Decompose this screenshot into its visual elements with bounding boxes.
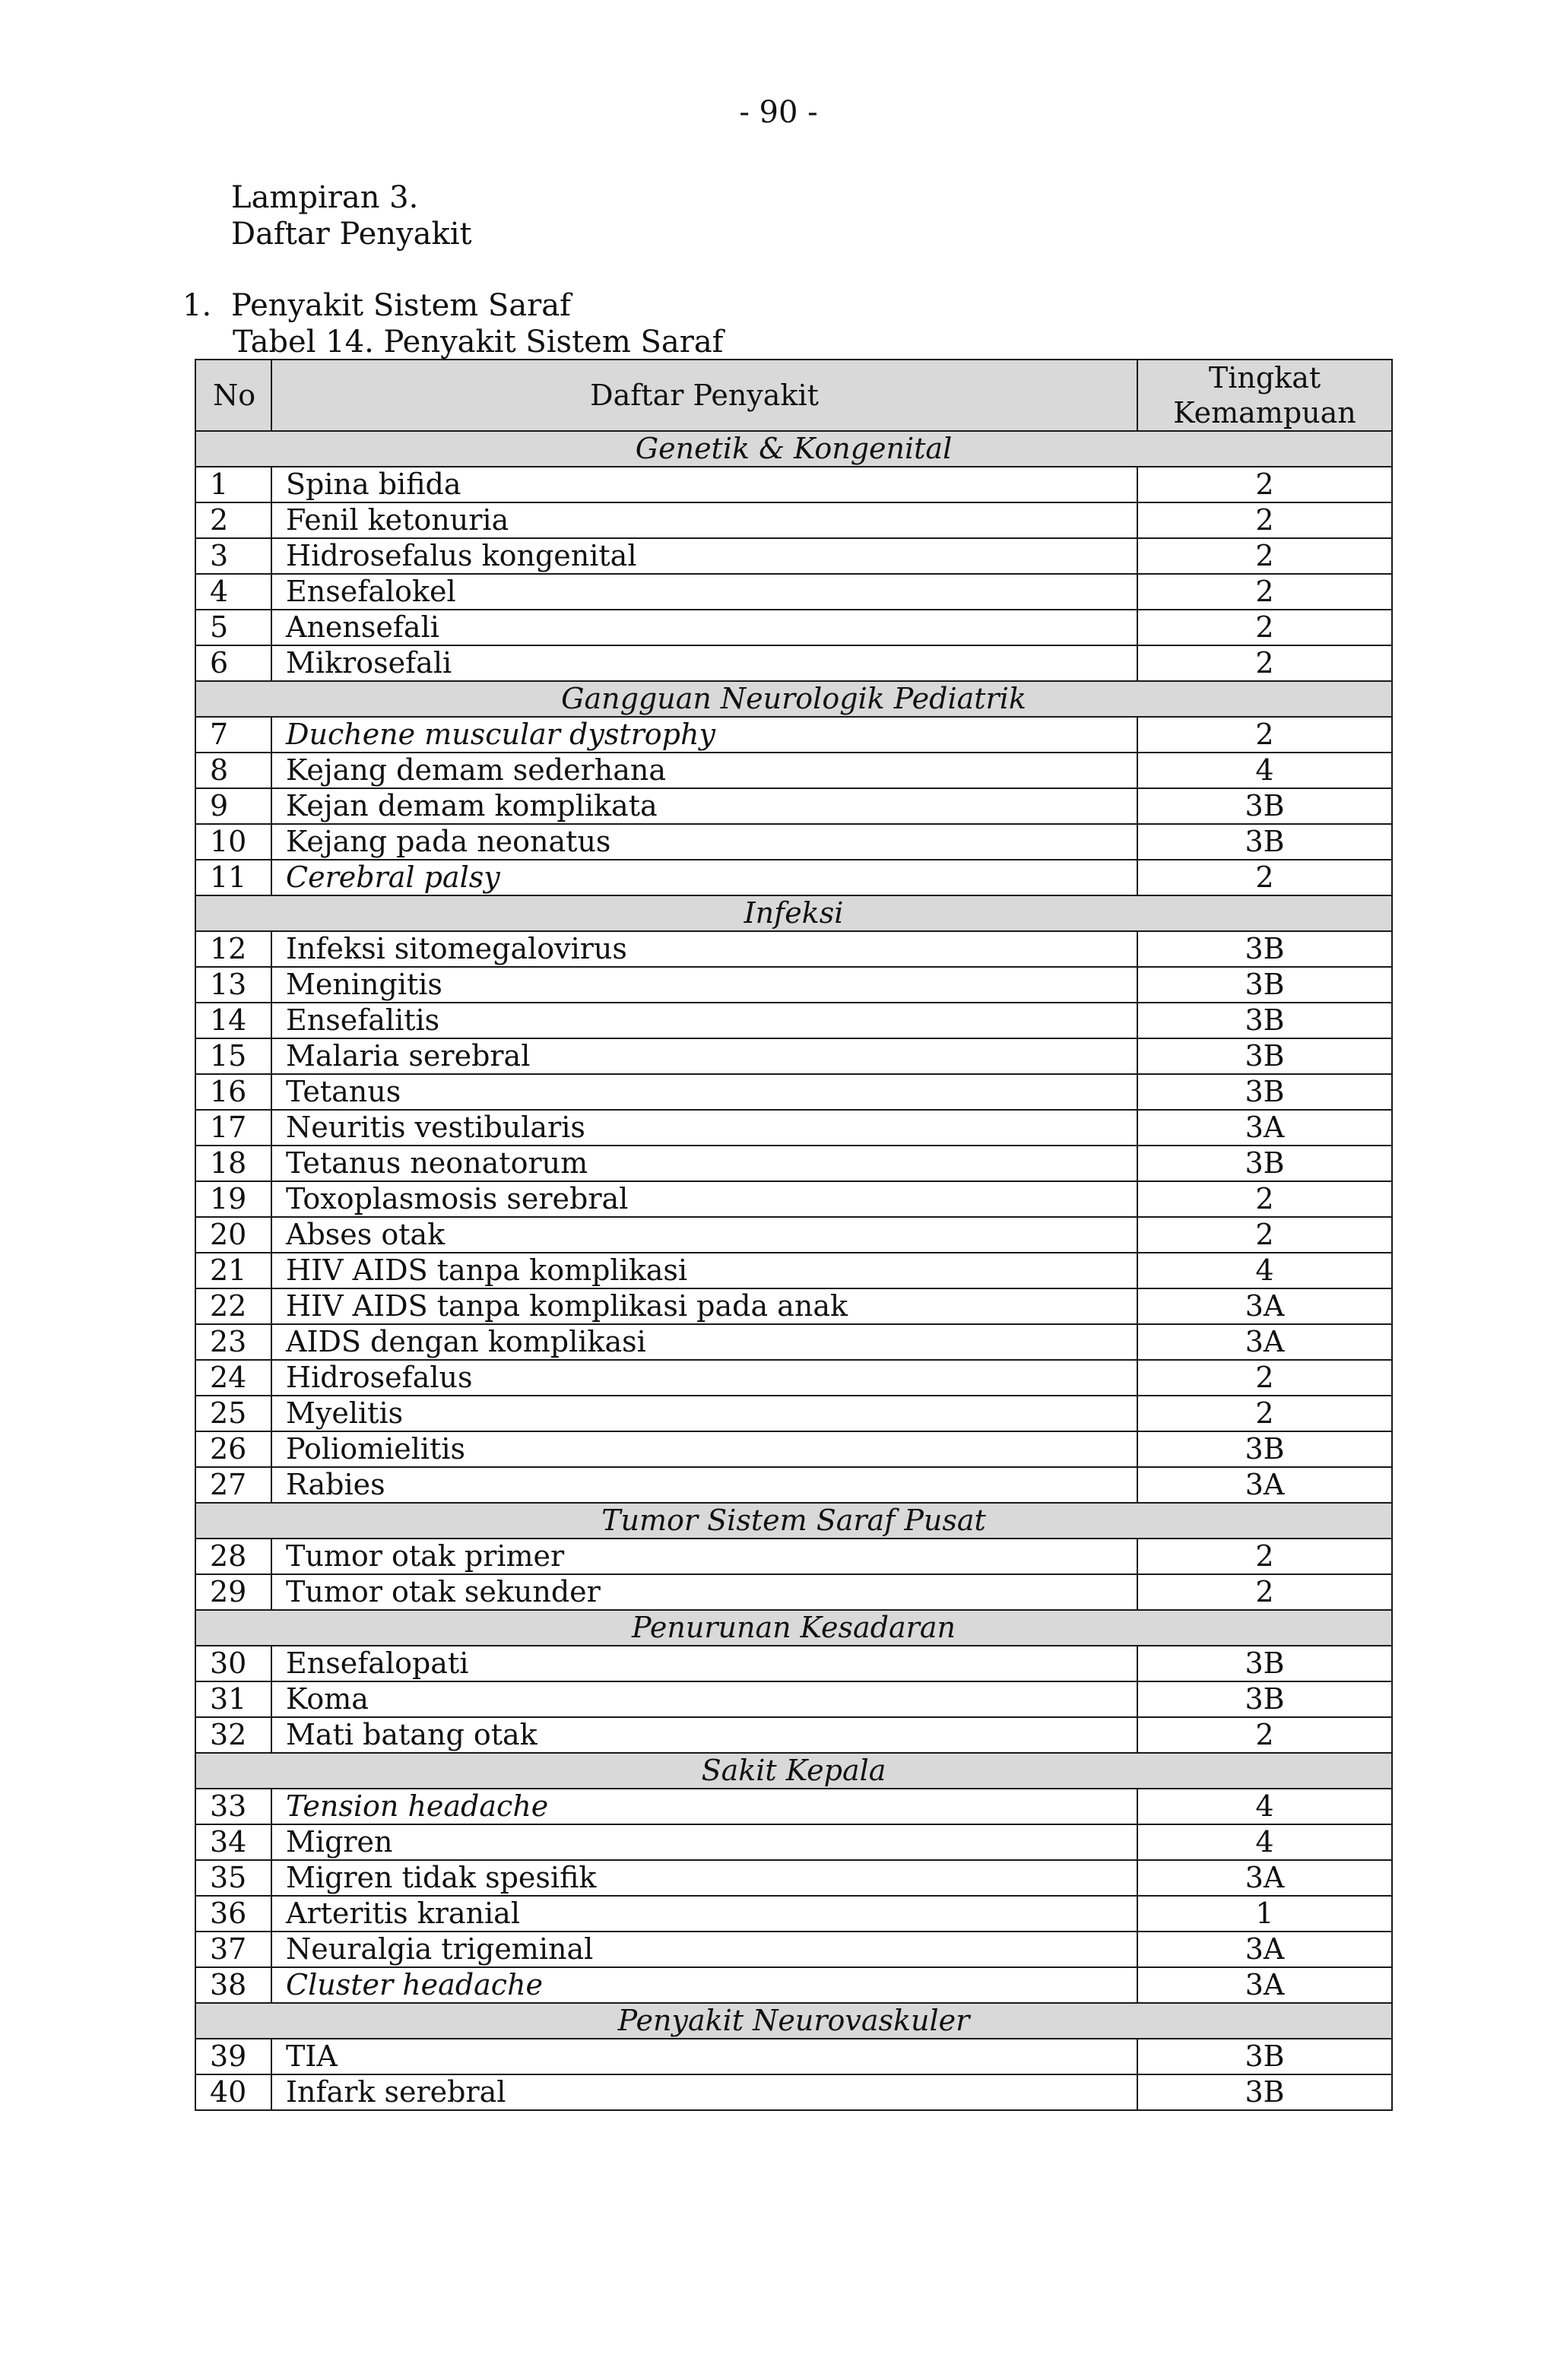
competence-level: 2 [1137, 574, 1392, 610]
row-number: 15 [195, 1038, 271, 1074]
competence-level: 3A [1137, 1932, 1392, 1967]
category-row [195, 681, 1392, 717]
competence-level: 3B [1137, 788, 1392, 824]
table-row [195, 1431, 1392, 1467]
row-number: 2 [195, 502, 271, 538]
table-row [195, 824, 1392, 860]
row-number: 8 [195, 753, 271, 788]
disease-name: HIV AIDS tanpa komplikasi [271, 1253, 1137, 1288]
table-header-row [195, 360, 1392, 431]
disease-name: Neuralgia trigeminal [271, 1932, 1137, 1967]
category-row [195, 895, 1392, 931]
column-header-disease: Daftar Penyakit [271, 360, 1137, 431]
row-number: 24 [195, 1360, 271, 1396]
table-row [195, 1539, 1392, 1574]
disease-name: Migren [271, 1824, 1137, 1860]
competence-level: 4 [1137, 1824, 1392, 1860]
competence-level: 3B [1137, 1003, 1392, 1038]
row-number: 27 [195, 1467, 271, 1503]
table-row [195, 2074, 1392, 2110]
category-row [195, 2003, 1392, 2039]
competence-level: 4 [1137, 1253, 1392, 1288]
competence-level: 3A [1137, 1288, 1392, 1324]
column-header-no: No [195, 360, 271, 431]
row-number: 9 [195, 788, 271, 824]
disease-name: Tetanus neonatorum [271, 1146, 1137, 1181]
competence-level: 3B [1137, 1146, 1392, 1181]
table-row [195, 538, 1392, 574]
competence-level: 2 [1137, 610, 1392, 645]
disease-name: Kejang pada neonatus [271, 824, 1137, 860]
row-number: 23 [195, 1324, 271, 1360]
row-number: 11 [195, 860, 271, 895]
column-header-level [1137, 360, 1392, 431]
row-number: 32 [195, 1717, 271, 1753]
disease-name: Rabies [271, 1467, 1137, 1503]
table-row [195, 1824, 1392, 1860]
disease-name: Toxoplasmosis serebral [271, 1181, 1137, 1217]
row-number: 19 [195, 1181, 271, 1217]
row-number: 22 [195, 1288, 271, 1324]
competence-level: 2 [1137, 717, 1392, 753]
disease-name: Hidrosefalus [271, 1360, 1137, 1396]
table-row [195, 1932, 1392, 1967]
disease-name: Malaria serebral [271, 1038, 1137, 1074]
table-row [195, 645, 1392, 681]
row-number: 28 [195, 1539, 271, 1574]
row-number: 7 [195, 717, 271, 753]
table-caption: Tabel 14. Penyakit Sistem Saraf [233, 325, 724, 360]
table-row [195, 967, 1392, 1003]
table-body [195, 431, 1392, 2110]
table-row [195, 788, 1392, 824]
competence-level: 3B [1137, 2039, 1392, 2074]
table-row [195, 717, 1392, 753]
table-row [195, 467, 1392, 502]
table-row [195, 502, 1392, 538]
disease-name: Duchene muscular dystrophy [271, 717, 1137, 753]
row-number: 12 [195, 931, 271, 967]
competence-level: 2 [1137, 467, 1392, 502]
table-row [195, 1967, 1392, 2003]
disease-name: Infeksi sitomegalovirus [271, 931, 1137, 967]
row-number: 14 [195, 1003, 271, 1038]
competence-level: 2 [1137, 1396, 1392, 1431]
row-number: 18 [195, 1146, 271, 1181]
disease-name: Kejang demam sederhana [271, 753, 1137, 788]
column-header-level-line2: Kemampuan [1173, 396, 1356, 429]
category-title: Penyakit Neurovaskuler [195, 2003, 1392, 2039]
category-row [195, 431, 1392, 467]
competence-level: 2 [1137, 1717, 1392, 1753]
competence-level: 4 [1137, 753, 1392, 788]
table-row [195, 1789, 1392, 1824]
row-number: 26 [195, 1431, 271, 1467]
row-number: 16 [195, 1074, 271, 1110]
appendix-title: Daftar Penyakit [231, 217, 472, 252]
row-number: 38 [195, 1967, 271, 2003]
table-row [195, 1681, 1392, 1717]
disease-table [195, 359, 1393, 2111]
row-number: 40 [195, 2074, 271, 2110]
disease-name: Arteritis kranial [271, 1896, 1137, 1932]
category-row [195, 1610, 1392, 1646]
disease-name: Migren tidak spesifik [271, 1860, 1137, 1896]
disease-name: HIV AIDS tanpa komplikasi pada anak [271, 1288, 1137, 1324]
row-number: 1 [195, 467, 271, 502]
disease-name: Myelitis [271, 1396, 1137, 1431]
row-number: 6 [195, 645, 271, 681]
row-number: 3 [195, 538, 271, 574]
row-number: 5 [195, 610, 271, 645]
competence-level: 3A [1137, 1860, 1392, 1896]
competence-level: 3A [1137, 1110, 1392, 1146]
competence-level: 3B [1137, 1431, 1392, 1467]
section-number: 1. [182, 288, 212, 323]
table-row [195, 1288, 1392, 1324]
table-row [195, 1003, 1392, 1038]
disease-name: Koma [271, 1681, 1137, 1717]
disease-name: Cerebral palsy [271, 860, 1137, 895]
category-row [195, 1753, 1392, 1789]
disease-name: Hidrosefalus kongenital [271, 538, 1137, 574]
disease-name: Anensefali [271, 610, 1137, 645]
competence-level: 2 [1137, 1181, 1392, 1217]
table-row [195, 931, 1392, 967]
competence-level: 3B [1137, 1681, 1392, 1717]
category-title: Sakit Kepala [195, 1753, 1392, 1789]
disease-name: Tension headache [271, 1789, 1137, 1824]
section-heading [182, 287, 571, 324]
competence-level: 2 [1137, 860, 1392, 895]
competence-level: 3B [1137, 931, 1392, 967]
table-row [195, 1574, 1392, 1610]
appendix-label: Lampiran 3. [231, 180, 419, 215]
table-row [195, 610, 1392, 645]
table-row [195, 1074, 1392, 1110]
disease-name: Poliomielitis [271, 1431, 1137, 1467]
disease-name: Mikrosefali [271, 645, 1137, 681]
disease-name: Cluster headache [271, 1967, 1137, 2003]
disease-name: Ensefalitis [271, 1003, 1137, 1038]
competence-level: 1 [1137, 1896, 1392, 1932]
table-row [195, 2039, 1392, 2074]
disease-name: Tumor otak primer [271, 1539, 1137, 1574]
table-row [195, 860, 1392, 895]
table-row [195, 1396, 1392, 1431]
row-number: 4 [195, 574, 271, 610]
row-number: 30 [195, 1646, 271, 1681]
row-number: 13 [195, 967, 271, 1003]
table-row [195, 1360, 1392, 1396]
table-row [195, 1717, 1392, 1753]
row-number: 17 [195, 1110, 271, 1146]
disease-name: Meningitis [271, 967, 1137, 1003]
category-title: Tumor Sistem Saraf Pusat [195, 1503, 1392, 1539]
row-number: 35 [195, 1860, 271, 1896]
disease-name: Infark serebral [271, 2074, 1137, 2110]
competence-level: 3B [1137, 1038, 1392, 1074]
row-number: 31 [195, 1681, 271, 1717]
competence-level: 3B [1137, 824, 1392, 860]
competence-level: 3A [1137, 1467, 1392, 1503]
table-row [195, 1146, 1392, 1181]
table-row [195, 1217, 1392, 1253]
category-row [195, 1503, 1392, 1539]
category-title: Gangguan Neurologik Pediatrik [195, 681, 1392, 717]
row-number: 39 [195, 2039, 271, 2074]
category-title: Penurunan Kesadaran [195, 1610, 1392, 1646]
category-title: Genetik & Kongenital [195, 431, 1392, 467]
row-number: 33 [195, 1789, 271, 1824]
competence-level: 3B [1137, 1646, 1392, 1681]
section-title: Penyakit Sistem Saraf [231, 288, 571, 323]
row-number: 34 [195, 1824, 271, 1860]
disease-name: Kejan demam komplikata [271, 788, 1137, 824]
row-number: 20 [195, 1217, 271, 1253]
table-row [195, 1253, 1392, 1288]
table-row [195, 1467, 1392, 1503]
disease-name: Tetanus [271, 1074, 1137, 1110]
competence-level: 2 [1137, 645, 1392, 681]
table-row [195, 1038, 1392, 1074]
category-title: Infeksi [195, 895, 1392, 931]
table-row [195, 753, 1392, 788]
competence-level: 3B [1137, 2074, 1392, 2110]
competence-level: 2 [1137, 1574, 1392, 1610]
page-number: - 90 - [739, 95, 818, 130]
table-row [195, 574, 1392, 610]
competence-level: 2 [1137, 1217, 1392, 1253]
table-row [195, 1860, 1392, 1896]
row-number: 37 [195, 1932, 271, 1967]
table-row [195, 1324, 1392, 1360]
disease-name: Ensefalokel [271, 574, 1137, 610]
disease-name: Ensefalopati [271, 1646, 1137, 1681]
competence-level: 3B [1137, 1074, 1392, 1110]
table-row [195, 1646, 1392, 1681]
disease-name: Mati batang otak [271, 1717, 1137, 1753]
appendix-heading [231, 179, 472, 252]
disease-name: TIA [271, 2039, 1137, 2074]
row-number: 25 [195, 1396, 271, 1431]
disease-name: Neuritis vestibularis [271, 1110, 1137, 1146]
row-number: 29 [195, 1574, 271, 1610]
row-number: 36 [195, 1896, 271, 1932]
competence-level: 3B [1137, 967, 1392, 1003]
table-header [195, 360, 1392, 431]
disease-name: Tumor otak sekunder [271, 1574, 1137, 1610]
competence-level: 2 [1137, 538, 1392, 574]
table-row [195, 1896, 1392, 1932]
competence-level: 2 [1137, 502, 1392, 538]
competence-level: 3A [1137, 1324, 1392, 1360]
disease-name: Fenil ketonuria [271, 502, 1137, 538]
competence-level: 3A [1137, 1967, 1392, 2003]
disease-name: Spina bifida [271, 467, 1137, 502]
competence-level: 2 [1137, 1360, 1392, 1396]
column-header-level-line1: Tingkat [1208, 361, 1321, 395]
row-number: 10 [195, 824, 271, 860]
table-row [195, 1110, 1392, 1146]
row-number: 21 [195, 1253, 271, 1288]
competence-level: 4 [1137, 1789, 1392, 1824]
disease-name: Abses otak [271, 1217, 1137, 1253]
competence-level: 2 [1137, 1539, 1392, 1574]
table-row [195, 1181, 1392, 1217]
disease-name: AIDS dengan komplikasi [271, 1324, 1137, 1360]
